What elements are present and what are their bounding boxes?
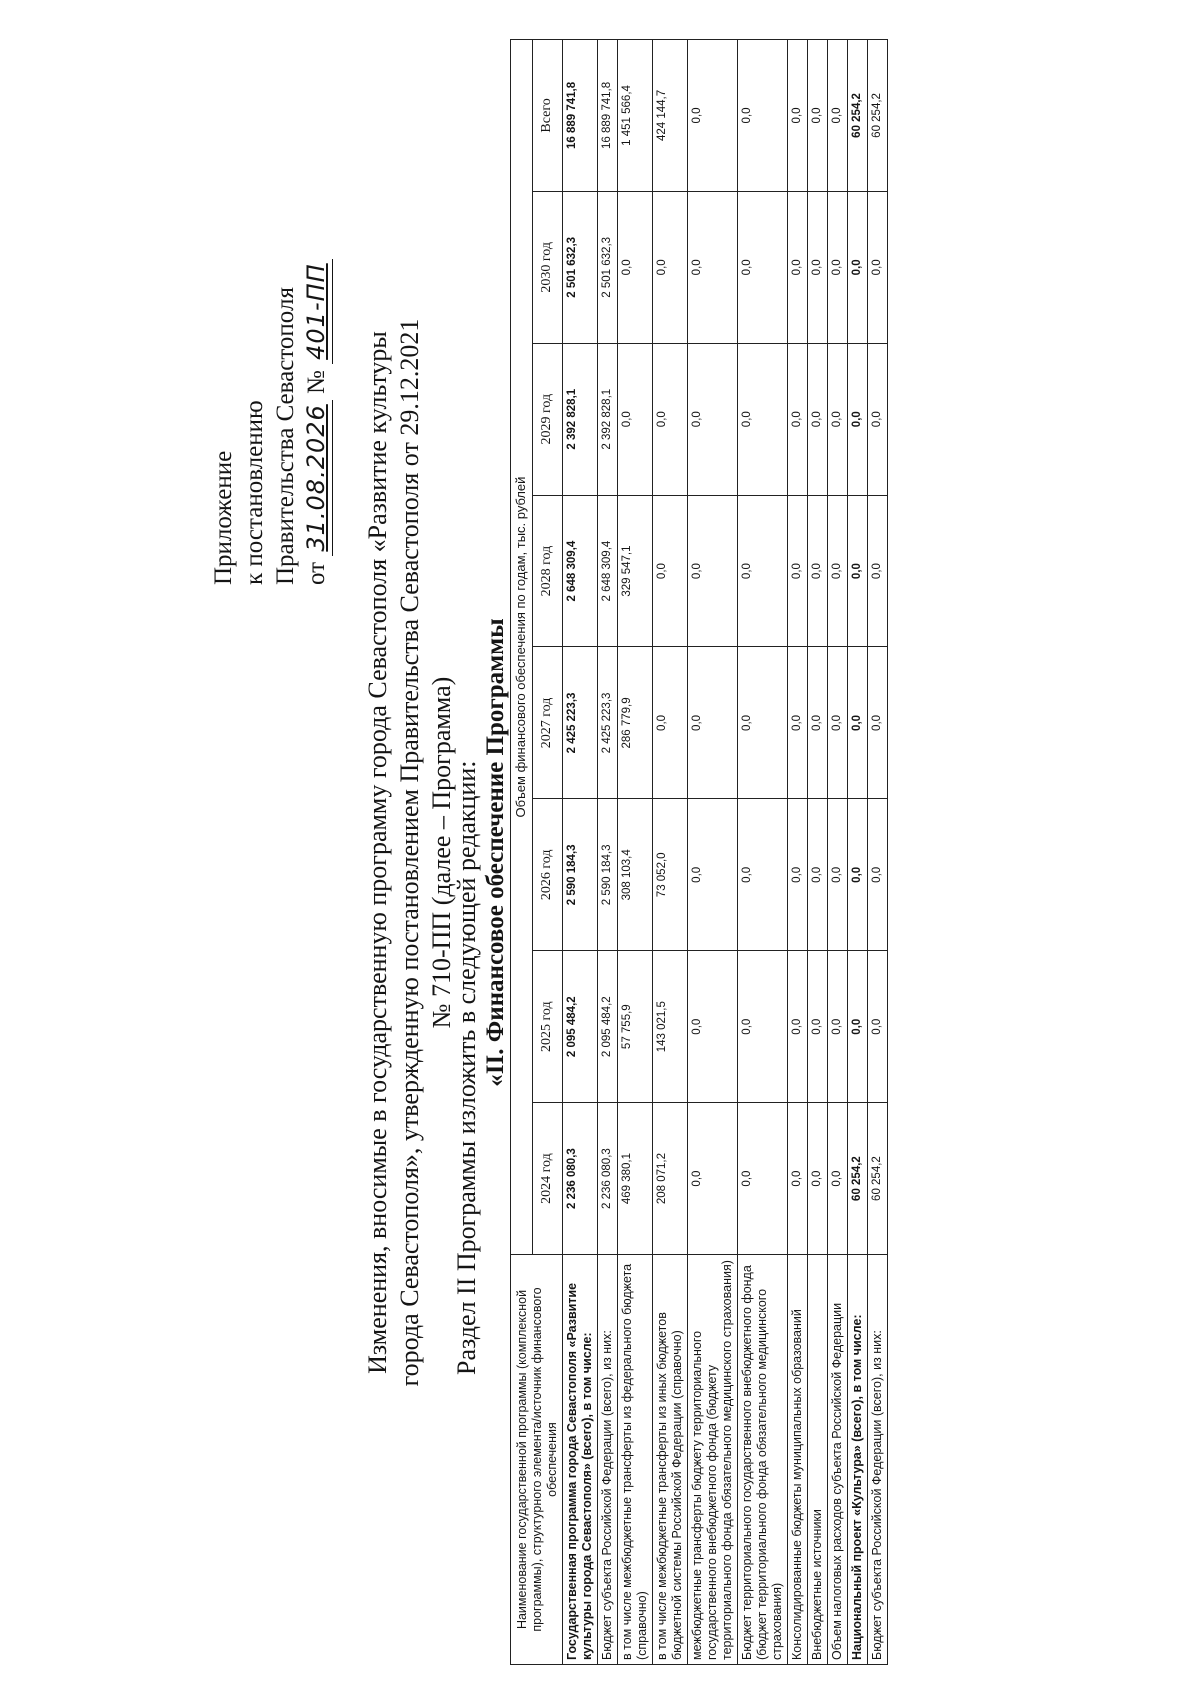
value-cell: 0,0	[808, 495, 828, 647]
date-prefix: от	[303, 561, 330, 585]
value-cell: 0,0	[828, 951, 848, 1103]
row-name-cell: Бюджет субъекта Российской Федерации (всего), из них:	[598, 1255, 618, 1665]
appendix-line-resolution: к постановлению	[241, 400, 268, 585]
value-cell: 0,0	[828, 40, 848, 192]
value-cell: 2 095 484,2	[598, 951, 618, 1103]
table-row	[788, 40, 808, 1665]
table-row	[738, 40, 788, 1665]
table-header-row	[511, 40, 533, 1665]
value-cell: 0,0	[848, 647, 868, 799]
value-cell: 0,0	[738, 1103, 788, 1255]
row-name-cell: Бюджет субъекта Российской Федерации (всего), из них:	[868, 1255, 888, 1665]
value-cell: 0,0	[688, 1103, 738, 1255]
number-prefix: №	[303, 370, 330, 394]
value-cell: 0,0	[618, 191, 653, 343]
value-cell: 0,0	[788, 191, 808, 343]
table-row	[618, 40, 653, 1665]
financing-table	[510, 39, 888, 1665]
table-row	[828, 40, 848, 1665]
value-cell: 286 779,9	[618, 647, 653, 799]
year-header: 2026 год	[532, 799, 562, 951]
value-cell: 0,0	[868, 647, 888, 799]
value-cell: 0,0	[848, 799, 868, 951]
value-cell: 0,0	[788, 951, 808, 1103]
value-cell: 0,0	[848, 495, 868, 647]
section-title: «II. Финансовое обеспечение Программы	[482, 618, 509, 1087]
year-header: 2028 год	[532, 495, 562, 647]
value-cell: 73 052,0	[653, 799, 688, 951]
value-cell: 0,0	[618, 343, 653, 495]
heading-line-2: города Севастополя», утвержденную постановлением Правительства Севастополя от 29.12.2021	[395, 318, 424, 1387]
appendix-date-line	[301, 259, 333, 585]
value-cell: 2 095 484,2	[563, 951, 598, 1103]
value-cell: 0,0	[788, 647, 808, 799]
value-cell: 2 648 309,4	[598, 495, 618, 647]
value-cell: 16 889 741,8	[598, 40, 618, 192]
table-row	[848, 40, 868, 1665]
row-name-cell: Национальный проект «Культура» (всего), в том числе:	[848, 1255, 868, 1665]
value-cell: 60 254,2	[848, 40, 868, 192]
value-cell: 0,0	[688, 647, 738, 799]
value-cell: 60 254,2	[868, 40, 888, 192]
row-name-cell: Государственная программа города Севастополя «Развитие культуры города Севастополя» (всего), в том числе:	[563, 1255, 598, 1665]
value-cell: 0,0	[808, 799, 828, 951]
value-cell: 0,0	[738, 951, 788, 1103]
value-cell: 0,0	[788, 1103, 808, 1255]
value-cell: 143 021,5	[653, 951, 688, 1103]
value-cell: 0,0	[688, 191, 738, 343]
year-header: 2027 год	[532, 647, 562, 799]
appendix-title: Приложение	[210, 450, 237, 585]
value-cell: 0,0	[738, 799, 788, 951]
value-cell: 0,0	[848, 343, 868, 495]
value-cell: 60 254,2	[848, 1103, 868, 1255]
appendix-line-government: Правительства Севастополя	[272, 287, 299, 585]
row-name-cell: Объем налоговых расходов субъекта Российской Федерации	[828, 1255, 848, 1665]
value-cell: 2 501 632,3	[598, 191, 618, 343]
value-cell: 16 889 741,8	[563, 40, 598, 192]
value-cell: 0,0	[808, 191, 828, 343]
value-cell: 2 648 309,4	[563, 495, 598, 647]
value-cell: 0,0	[868, 799, 888, 951]
value-cell: 2 392 828,1	[598, 343, 618, 495]
value-cell: 329 547,1	[618, 495, 653, 647]
heading-line-1: Изменения, вносимые в государственную программу города Севастополя «Развитие культуры	[363, 331, 392, 1374]
value-cell: 208 071,2	[653, 1103, 688, 1255]
value-cell: 0,0	[828, 191, 848, 343]
value-cell: 0,0	[788, 40, 808, 192]
value-cell: 0,0	[788, 343, 808, 495]
value-cell: 0,0	[688, 495, 738, 647]
row-name-cell: Консолидированные бюджеты муниципальных образований	[788, 1255, 808, 1665]
year-header: 2030 год	[532, 191, 562, 343]
table-row	[868, 40, 888, 1665]
table-row	[653, 40, 688, 1665]
document-heading	[362, 0, 458, 1705]
value-cell: 0,0	[653, 495, 688, 647]
value-cell: 0,0	[808, 1103, 828, 1255]
value-cell: 469 380,1	[618, 1103, 653, 1255]
value-cell: 57 755,9	[618, 951, 653, 1103]
value-cell: 0,0	[808, 647, 828, 799]
appendix-block	[208, 259, 333, 585]
value-cell: 0,0	[828, 495, 848, 647]
value-cell: 2 392 828,1	[563, 343, 598, 495]
value-cell: 0,0	[688, 40, 738, 192]
value-cell: 0,0	[738, 191, 788, 343]
year-header: Всего	[532, 40, 562, 192]
name-column-header: Наименование государственной программы (комплексной программы), структурного элемента/источник финансового обеспечения	[511, 1255, 563, 1665]
value-cell: 2 590 184,3	[563, 799, 598, 951]
value-cell: 0,0	[828, 343, 848, 495]
handwritten-number: 401-ПП	[301, 259, 333, 364]
table-row	[563, 40, 598, 1665]
value-cell: 0,0	[868, 495, 888, 647]
value-cell: 0,0	[848, 951, 868, 1103]
value-cell: 0,0	[808, 343, 828, 495]
value-cell: 0,0	[848, 191, 868, 343]
value-cell: 0,0	[788, 495, 808, 647]
value-cell: 0,0	[738, 40, 788, 192]
row-name-cell: Бюджет территориального государственного внебюджетного фонда (бюджет территориального фонда обязательного медицинского страхования)	[738, 1255, 788, 1665]
value-cell: 0,0	[868, 191, 888, 343]
value-cell: 0,0	[738, 343, 788, 495]
value-cell: 308 103,4	[618, 799, 653, 951]
row-name-cell: в том числе межбюджетные трансферты из иных бюджетов бюджетной системы Российской Федерации (справочно)	[653, 1255, 688, 1665]
value-cell: 0,0	[788, 799, 808, 951]
value-cell: 60 254,2	[868, 1103, 888, 1255]
value-cell: 1 451 566,4	[618, 40, 653, 192]
year-header: 2024 год	[532, 1103, 562, 1255]
value-cell: 0,0	[868, 343, 888, 495]
value-cell: 0,0	[688, 951, 738, 1103]
value-cell: 2 501 632,3	[563, 191, 598, 343]
table-row	[688, 40, 738, 1665]
value-cell: 0,0	[738, 647, 788, 799]
handwritten-date: 31.08.2026	[301, 400, 333, 555]
value-cell: 2 590 184,3	[598, 799, 618, 951]
value-cell: 0,0	[688, 799, 738, 951]
row-name-cell: в том числе межбюджетные трансферты из федерального бюджета (справочно)	[618, 1255, 653, 1665]
value-cell: 0,0	[868, 951, 888, 1103]
heading-line-3: № 710-ПП (далее – Программа)	[427, 676, 456, 1029]
table-row	[598, 40, 618, 1665]
value-cell: 0,0	[688, 343, 738, 495]
year-header: 2025 год	[532, 951, 562, 1103]
value-cell: 0,0	[653, 647, 688, 799]
value-cell: 2 425 223,3	[598, 647, 618, 799]
value-cell: 0,0	[828, 799, 848, 951]
value-cell: 0,0	[828, 647, 848, 799]
value-cell: 2 236 080,3	[563, 1103, 598, 1255]
value-cell: 424 144,7	[653, 40, 688, 192]
value-cell: 0,0	[828, 1103, 848, 1255]
row-name-cell: межбюджетные трансферты бюджету территориального государственного внебюджетного фонда (бюджету территориального фонда обязательного медицинского страхования)	[688, 1255, 738, 1665]
value-cell: 0,0	[808, 40, 828, 192]
table-body	[563, 40, 888, 1665]
value-cell: 0,0	[738, 495, 788, 647]
value-cell: 2 425 223,3	[563, 647, 598, 799]
value-cell: 2 236 080,3	[598, 1103, 618, 1255]
value-cell: 0,0	[653, 191, 688, 343]
value-cell: 0,0	[808, 951, 828, 1103]
table-row	[808, 40, 828, 1665]
volume-column-header: Объем финансового обеспечения по годам, тыс. рублей	[511, 40, 533, 1255]
value-cell: 0,0	[653, 343, 688, 495]
section-intro: Раздел II Программы изложить в следующей редакции:	[452, 760, 481, 1375]
year-header: 2029 год	[532, 343, 562, 495]
row-name-cell: Внебюджетные источники	[808, 1255, 828, 1665]
